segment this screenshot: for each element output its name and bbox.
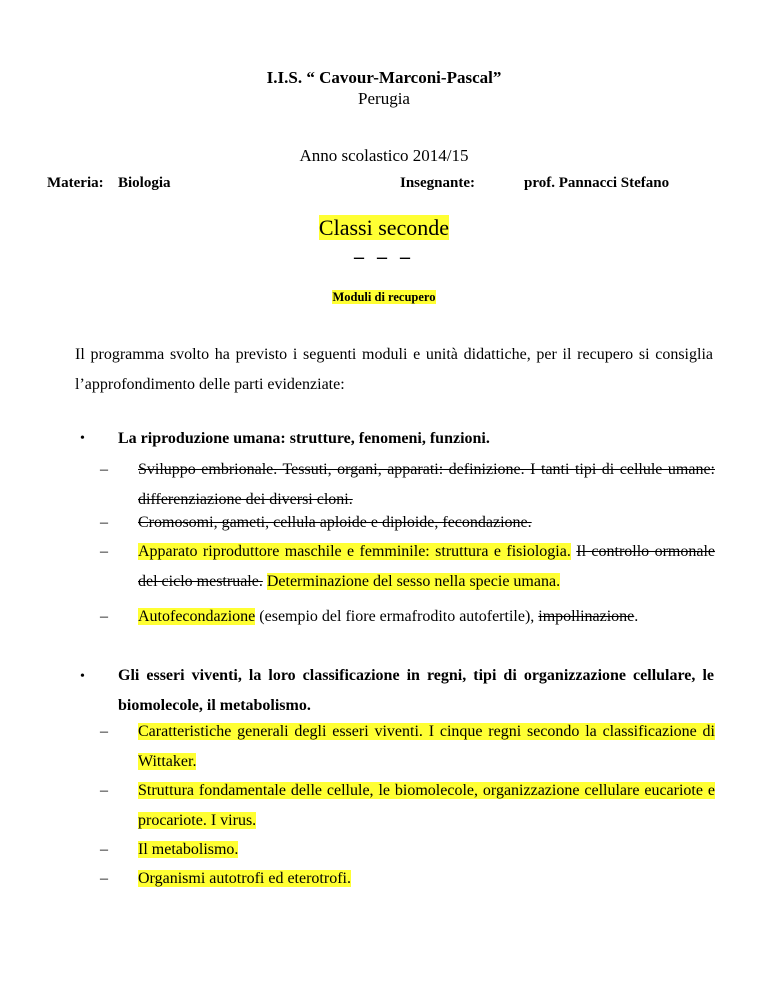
teacher-label: Insegnante: xyxy=(400,175,476,191)
section1-item3-part-a: Apparato riproduttore maschile e femminile: struttura e fisiologia. xyxy=(138,543,571,560)
intro-paragraph: Il programma svolto ha previsto i seguenti moduli e unità didattiche, per il recupero si consiglia l’approfondimento delle parti evidenziate: xyxy=(75,346,713,393)
section1-item3-part-c: Determinazione del sesso nella specie umana. xyxy=(266,573,561,590)
section2-item1-hl: Caratteristiche generali degli esseri viventi. I cinque regni secondo la classificazione di Wittaker. xyxy=(138,723,715,770)
subject-label: Materia: xyxy=(47,175,104,191)
section1-item3 xyxy=(75,537,715,597)
section2-item4 xyxy=(75,864,715,894)
bullet-icon: • xyxy=(80,431,85,446)
section1-item4-part-c: impollinazione xyxy=(538,608,635,625)
section1-item4-part-b: (esempio del fiore ermafrodito autofertile), xyxy=(259,608,535,625)
section2-item3-hl: Il metabolismo. xyxy=(138,841,239,858)
section2-item2 xyxy=(75,776,715,836)
classes-heading xyxy=(0,215,768,241)
classes-heading-text: Classi seconde xyxy=(318,215,450,240)
section2-item3-text xyxy=(138,835,715,865)
modules-heading xyxy=(0,290,768,305)
dash-icon: – xyxy=(100,870,108,887)
dash-icon: – xyxy=(100,514,108,531)
dash-icon: – xyxy=(100,782,108,799)
section2-item2-hl: Struttura fondamentale delle cellule, le biomolecole, organizzazione cellulare eucariote e procariote. I virus. xyxy=(138,782,715,829)
teacher-value: prof. Pannacci Stefano xyxy=(524,175,670,191)
section2-item4-text xyxy=(138,864,715,894)
section2-item4-hl: Organismi autotrofi ed eterotrofi. xyxy=(138,870,351,887)
section2-item2-text xyxy=(138,776,715,836)
section1-item1-text: Sviluppo embrionale. Tessuti, organi, apparati: definizione. I tanti tipi di cellule umane: differenziazione dei diversi cloni. xyxy=(138,461,715,508)
section1-title: La riproduzione umana: strutture, fenomeni, funzioni. xyxy=(118,430,490,447)
city: Perugia xyxy=(358,89,410,108)
section1-item4 xyxy=(75,602,715,632)
dash-icon: – xyxy=(100,543,108,560)
dash-icon: – xyxy=(100,461,108,478)
section1-item4-text xyxy=(138,602,715,632)
section2-title: Gli esseri viventi, la loro classificazione in regni, tipi di organizzazione cellulare, le biomolecole, il metabolismo. xyxy=(118,667,714,714)
subject-value: Biologia xyxy=(118,175,171,191)
section2-item1-text xyxy=(138,717,715,777)
section1-item4-part-a: Autofecondazione xyxy=(138,608,256,625)
dash-icon: – xyxy=(100,723,108,740)
dash-icon: – xyxy=(100,841,108,858)
section1-item3-text xyxy=(138,537,715,597)
bullet-icon: • xyxy=(80,669,85,684)
modules-heading-text: Moduli di recupero xyxy=(332,290,436,304)
section1-item2-text: Cromosomi, gameti, cellula aploide e diploide, fecondazione. xyxy=(138,514,532,531)
section1-item3-part-b: Il controllo ormonale del ciclo mestruale. xyxy=(138,543,716,590)
separator-dashes: – – – xyxy=(354,246,414,268)
school-name: I.I.S. “ Cavour-Marconi-Pascal” xyxy=(266,68,502,87)
school-year: Anno scolastico 2014/15 xyxy=(299,146,469,165)
section1-item4-part-d: . xyxy=(634,608,639,625)
section1-item2 xyxy=(75,508,715,538)
section1-item1 xyxy=(75,455,715,515)
section2-item3 xyxy=(75,835,715,865)
dash-icon: – xyxy=(100,608,108,625)
section2-item1 xyxy=(75,717,715,777)
